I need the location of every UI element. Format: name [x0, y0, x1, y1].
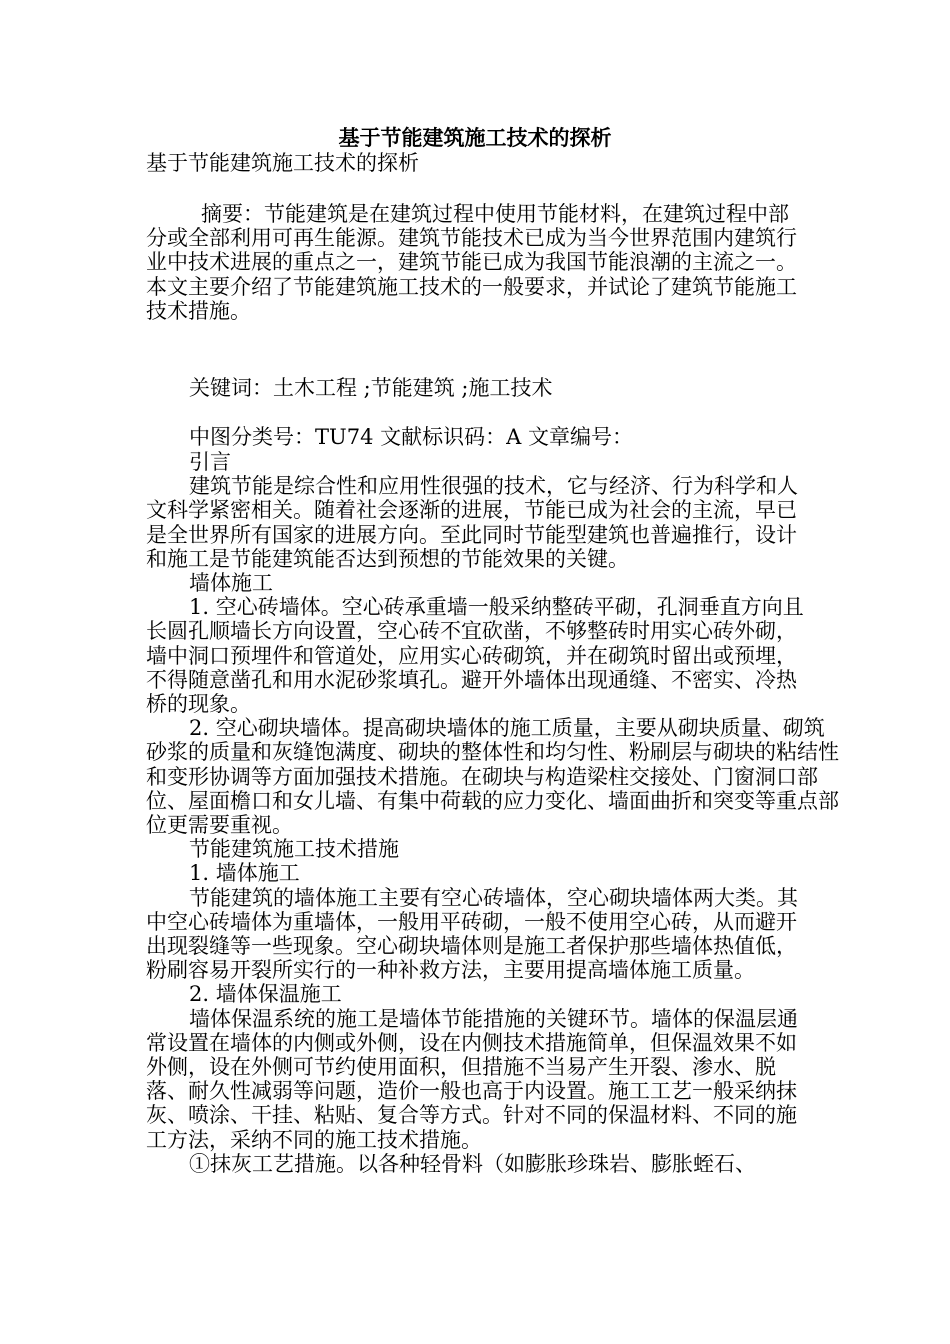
document-title: 基于节能建筑施工技术的探析	[338, 125, 612, 150]
classification-line: 中图分类号：TU74 文献标识码：A 文章编号：	[189, 425, 633, 449]
body-paragraph: 建筑节能是综合性和应用性很强的技术，它与经济、行为科学和人文科学紧密相关。随着社会逐渐的进展，节能已成为社会的主流，早已是全世界所有国家的进展方向。至此同时节能型建筑也普遍推行，设计和施工是节能建筑能否达到预想的节能效果的关键。	[146, 474, 798, 571]
document-body	[146, 450, 839, 1176]
keywords-line: 关键词：土木工程 ;节能建筑 ;施工技术	[189, 376, 553, 400]
subsection-heading: 2. 墙体保温施工	[189, 982, 342, 1007]
body-paragraph: 墙体保温系统的施工是墙体节能措施的关键环节。墙体的保温层通常设置在墙体的内侧或外侧，设在内侧技术措施简单，但保温效果不如外侧，设在外侧可节约使用面积，但措施不当易产生开裂、渗水、脱落、耐久性减弱等问题，造价一般也高于内设置。施工工艺一般采纳抹灰、喷涂、干挂、粘贴、复合等方式。针对不同的保温材料、不同的施工方法，采纳不同的施工技术措施。	[146, 1006, 798, 1152]
document-subtitle: 基于节能建筑施工技术的探析	[146, 151, 419, 175]
section-heading-wall-construction: 墙体施工	[189, 571, 273, 596]
body-paragraph: ①抹灰工艺措施。以各种轻骨料（如膨胀珍珠岩、膨胀蛭石、	[189, 1151, 756, 1176]
section-heading-measures: 节能建筑施工技术措施	[189, 837, 399, 862]
body-paragraph: 2. 空心砌块墙体。提高砌块墙体的施工质量，主要从砌块质量、砌筑砂浆的质量和灰缝饱满度、砌块的整体性和均匀性、粉刷层与砌块的粘结性和变形协调等方面加强技术措施。在砌块与构造梁柱交接处、门窗洞口部位、屋面檐口和女儿墙、有集中荷载的应力变化、墙面曲折和突变等重点部位更需要重视。	[146, 716, 839, 838]
body-paragraph: 1. 空心砖墙体。空心砖承重墙一般采纳整砖平砌，孔洞垂直方向且长圆孔顺墙长方向设置，空心砖不宜砍凿，不够整砖时用实心砖外砌，墙中洞口预埋件和管道处，应用实心砖砌筑，并在砌筑时留出或预埋，不得随意凿孔和用水泥砂浆填孔。避开外墙体出现通缝、不密实、冷热桥的现象。	[146, 595, 804, 717]
abstract-paragraph: 摘要：节能建筑是在建筑过程中使用节能材料，在建筑过程中部分或全部利用可再生能源。建筑节能技术已成为当今世界范围内建筑行业中技术进展的重点之一，建筑节能已成为我国节能浪潮的主流之一。本文主要介绍了节能建筑施工技术的一般要求，并试论了建筑节能施工技术措施。	[146, 202, 797, 323]
body-paragraph: 节能建筑的墙体施工主要有空心砖墙体，空心砌块墙体两大类。其中空心砖墙体为重墙体，一般用平砖砌，一般不使用空心砖，从而避开出现裂缝等一些现象。空心砌块墙体则是施工者保护那些墙体热值低，粉刷容易开裂所实行的一种补救方法，主要用提高墙体施工质量。	[146, 885, 798, 983]
subsection-heading: 1. 墙体施工	[189, 861, 300, 886]
section-heading-introduction: 引言	[189, 450, 231, 474]
